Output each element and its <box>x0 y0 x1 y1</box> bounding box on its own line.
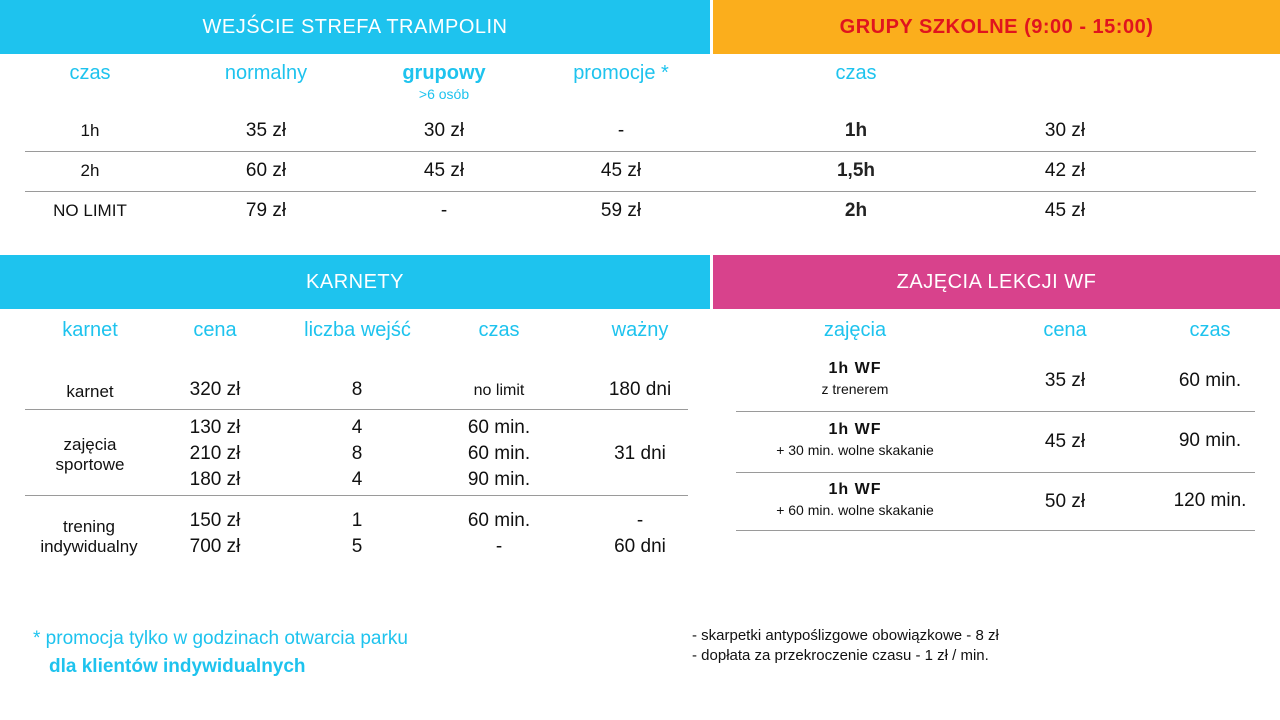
school-header-bar <box>713 0 1280 54</box>
school-header-time: czas <box>835 62 877 84</box>
cell-normal: 60 zł <box>245 160 287 181</box>
school-title: GRUPY SZKOLNE (9:00 - 15:00) <box>839 15 1154 38</box>
karnety-header-time: czas <box>478 319 520 341</box>
pass-line-2: indywidualny <box>40 537 138 556</box>
wf-divider-3 <box>736 530 1255 531</box>
karnety-valid: 180 dni <box>608 379 672 400</box>
karnety-header-price: cena <box>193 319 237 341</box>
wf-header-class: zajęcia <box>823 319 887 341</box>
wf-title: ZAJĘCIA LEKCJI WF <box>896 270 1097 293</box>
entries-value: 4 <box>351 469 363 490</box>
wf-time: 60 min. <box>1178 370 1242 391</box>
wf-class <box>735 359 975 399</box>
header-group-sub: >6 osób <box>418 86 470 102</box>
price-value: 700 zł <box>189 536 241 557</box>
karnety-header-pass: karnet <box>62 319 118 341</box>
karnety-valid: 31 dni <box>614 443 666 464</box>
cell-group: 30 zł <box>423 120 465 141</box>
trampoline-divider-2 <box>25 191 1256 192</box>
karnety-entries: 8 <box>351 379 363 400</box>
wf-class <box>735 420 975 460</box>
cell-promo: - <box>617 120 625 141</box>
wf-class-line-2: + 30 min. wolne skakanie <box>776 442 934 458</box>
header-normal: normalny <box>224 62 308 84</box>
wf-class-line-2: + 60 min. wolne skakanie <box>776 502 934 518</box>
price-value: 150 zł <box>189 510 241 531</box>
karnety-prices <box>160 415 270 493</box>
note-socks: - skarpetki antypoślizgowe obowiązkowe - 8 zł <box>692 627 999 644</box>
time-value: 60 min. <box>467 443 531 464</box>
entries-value: 1 <box>351 510 363 531</box>
karnety-entries <box>302 508 412 560</box>
cell-promo: 59 zł <box>600 200 642 221</box>
karnety-header-entries: liczba wejść <box>304 319 411 341</box>
karnety-entries <box>302 415 412 493</box>
time-value: 60 min. <box>467 417 531 438</box>
karnety-divider-1 <box>25 409 688 410</box>
wf-class-line-2: z trenerem <box>821 381 889 397</box>
wf-divider-1 <box>736 411 1255 412</box>
entries-value: 5 <box>351 536 363 557</box>
wf-header-bar <box>713 255 1280 309</box>
entries-value: 8 <box>351 443 363 464</box>
price-value: 130 zł <box>189 417 241 438</box>
karnety-times <box>434 508 564 560</box>
school-cell-price: 30 zł <box>1044 120 1086 141</box>
school-cell-time: 2h <box>844 200 868 221</box>
wf-class-line-1: 1h WF <box>828 421 882 438</box>
cell-group: - <box>440 200 448 221</box>
trampoline-divider-1 <box>25 151 1256 152</box>
karnety-header-bar <box>0 255 710 309</box>
cell-time: 2h <box>80 161 100 180</box>
karnety-prices <box>160 508 270 560</box>
karnety-title: KARNETY <box>306 270 404 293</box>
wf-time: 90 min. <box>1178 430 1242 451</box>
karnety-header-valid: ważny <box>611 319 669 341</box>
extra-notes <box>692 626 999 666</box>
wf-divider-2 <box>736 472 1255 473</box>
time-value: - <box>495 536 503 557</box>
header-time: czas <box>69 62 111 84</box>
promo-note-line-2: dla klientów indywidualnych <box>49 656 306 677</box>
karnety-pass <box>30 435 150 475</box>
wf-price: 45 zł <box>1044 431 1086 452</box>
wf-class-line-1: 1h WF <box>828 481 882 498</box>
header-group: grupowy <box>402 62 486 84</box>
school-cell-time: 1,5h <box>836 160 876 181</box>
header-promo: promocje * <box>573 62 669 84</box>
school-cell-price: 42 zł <box>1044 160 1086 181</box>
trampoline-title: WEJŚCIE STREFA TRAMPOLIN <box>202 15 508 38</box>
wf-price: 35 zł <box>1044 370 1086 391</box>
note-overtime: - dopłata za przekroczenie czasu - 1 zł / min. <box>692 647 989 664</box>
pass-line-1: zajęcia <box>63 435 117 454</box>
cell-time: 1h <box>80 121 100 140</box>
school-cell-price: 45 zł <box>1044 200 1086 221</box>
valid-value: 60 dni <box>614 536 666 557</box>
time-value: 90 min. <box>467 469 531 490</box>
wf-header-price: cena <box>1043 319 1087 341</box>
cell-promo: 45 zł <box>600 160 642 181</box>
karnety-price: 320 zł <box>189 379 241 400</box>
cell-time: NO LIMIT <box>53 201 127 220</box>
karnety-pass <box>24 517 154 557</box>
promo-note <box>33 625 408 681</box>
price-value: 210 zł <box>189 443 241 464</box>
karnety-divider-2 <box>25 495 688 496</box>
karnety-time: no limit <box>473 382 525 399</box>
wf-class-line-1: 1h WF <box>828 360 882 377</box>
karnety-pass: karnet <box>66 382 114 401</box>
wf-time: 120 min. <box>1173 490 1247 511</box>
pass-line-2: sportowe <box>55 455 125 474</box>
entries-value: 4 <box>351 417 363 438</box>
pass-line-1: trening <box>63 517 115 536</box>
cell-group: 45 zł <box>423 160 465 181</box>
time-value: 60 min. <box>467 510 531 531</box>
cell-normal: 35 zł <box>245 120 287 141</box>
karnety-valid <box>580 508 700 560</box>
cell-normal: 79 zł <box>245 200 287 221</box>
wf-price: 50 zł <box>1044 491 1086 512</box>
karnety-times <box>434 415 564 493</box>
promo-note-line-1: * promocja tylko w godzinach otwarcia parku <box>33 628 408 649</box>
valid-value: - <box>636 510 644 531</box>
wf-class <box>735 480 975 520</box>
wf-header-time: czas <box>1189 319 1231 341</box>
price-value: 180 zł <box>189 469 241 490</box>
school-cell-time: 1h <box>844 120 868 141</box>
trampoline-header-bar <box>0 0 710 54</box>
